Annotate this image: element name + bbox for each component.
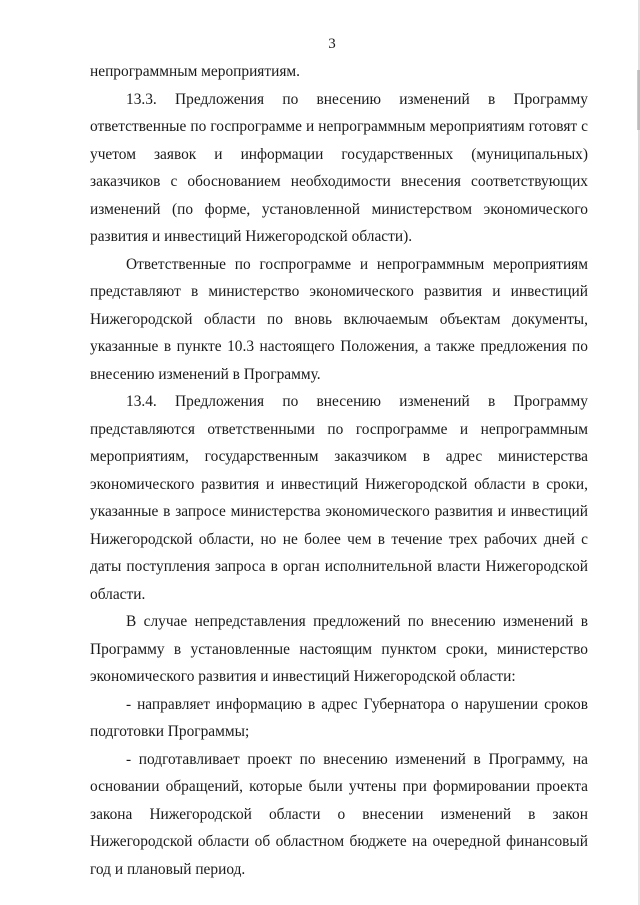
list-item-governor: - направляет информацию в адрес Губернатора о нарушении сроков подготовки Программы; [90, 695, 588, 740]
paragraph-non-submission: В случае непредставления предложений по внесению изменений в Программу в установленные настоящим пунктом сроки, министерство экономического развития и инвестиций Нижегородской области: [90, 613, 588, 685]
paragraph-13-4: 13.4. Предложения по внесению изменений в Программу представляются ответственными по госпрограмме и непрограммным мероприятиям, государственным заказчиком в адрес министерства экономического развития и инвестиций Нижегородской области в сроки, указанные в запросе министерства экономического развития и инвестиций Нижегородской области, но не более чем в течение трех рабочих дней с даты поступления запроса в орган исполнительной власти Нижегородской области. [90, 393, 588, 603]
paragraph-continuation: непрограммным мероприятиям. [90, 63, 301, 80]
document-body [90, 58, 588, 883]
paragraph-13-3: 13.3. Предложения по внесению изменений в Программу ответственные по госпрограмме и непрограммным мероприятиям готовят с учетом заявок и информации государственных (муниципальных) заказчиков с обоснованием необходимости внесения соответствующих изменений (по форме, установленной министерством экономического развития и инвестиций Нижегородской области). [90, 90, 588, 245]
list-item-draft: - подготавливает проект по внесению изменений в Программу, на основании обращений, которые были учтены при формировании проекта закона Нижегородской области о внесении изменений в закон Нижегородской области об областном бюджете на очередной финансовый год и плановый период. [90, 750, 588, 878]
page-number: 3 [328, 36, 336, 52]
paragraph-responsible-submit: Ответственные по госпрограмме и непрограммным мероприятиям представляют в министерство экономического развития и инвестиций Нижегородской области по вновь включаемым объектам документы, указанные в пункте 10.3 настоящего Положения, а также предложения по внесению изменений в Программу. [90, 255, 588, 383]
